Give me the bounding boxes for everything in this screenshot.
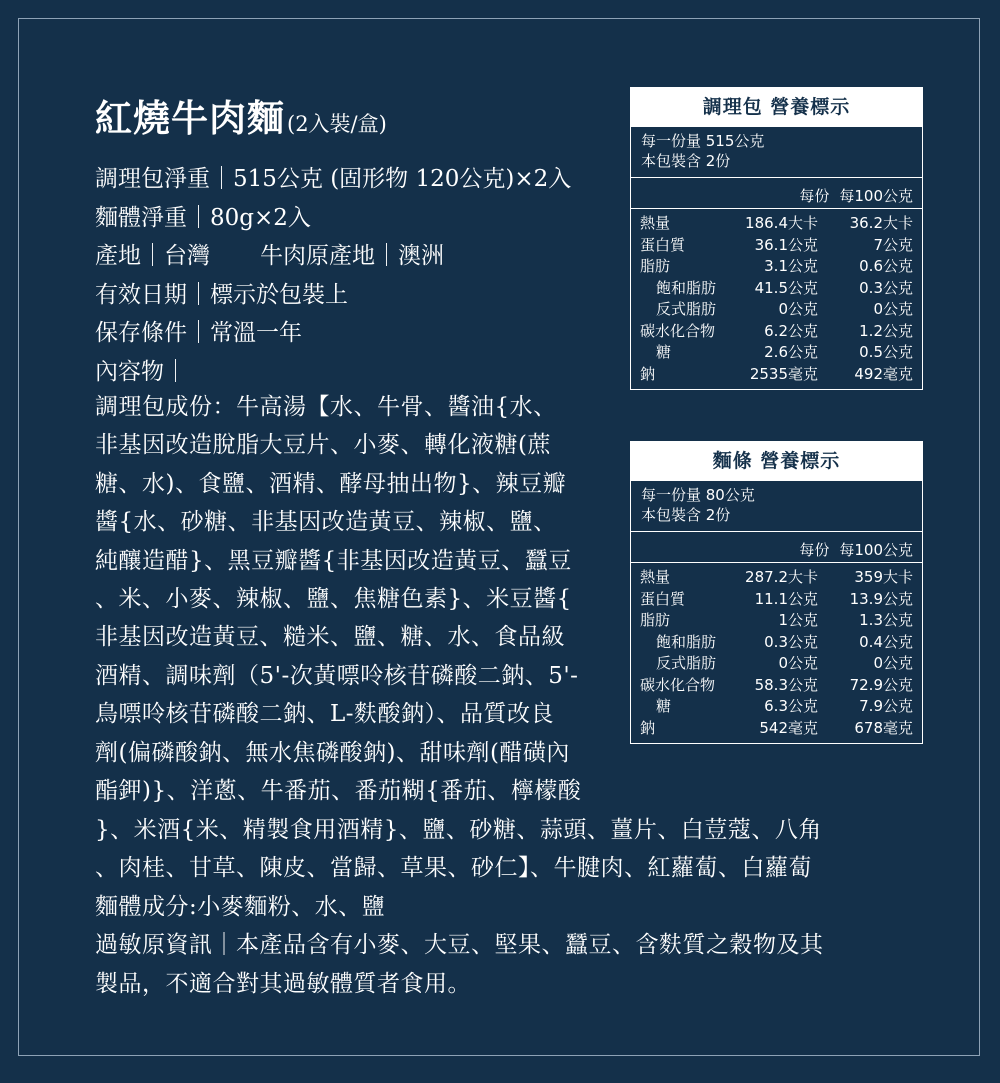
value-per-serving: 1公克	[778, 611, 818, 629]
value-per-100g: 13.9公克	[849, 589, 913, 608]
value-per-serving: 0公克	[778, 300, 818, 318]
ingredient-line: 、肉桂、甘草、陳皮、當歸、草果、砂仁】、牛腱肉、紅蘿蔔、白蘿蔔	[95, 855, 812, 882]
product-info	[95, 160, 615, 391]
value-per-100g: 7.9公克	[859, 697, 913, 715]
info-noodle-weight: 麵體淨重｜80g×2入	[95, 204, 311, 231]
value-per-100g: 0公克	[873, 654, 913, 672]
value-per-100g: 0.5公克	[859, 343, 913, 361]
nutrition-row	[640, 632, 913, 654]
value-per-serving: 186.4大卡	[745, 214, 818, 232]
ingredient-line: 酯鉀)}、洋蔥、牛番茄、番茄糊{番茄、檸檬酸	[95, 778, 582, 805]
nutrition-row	[640, 278, 913, 300]
serving-info	[631, 481, 922, 532]
title-row	[95, 88, 387, 142]
nutrient-name: 蛋白質	[640, 589, 686, 608]
col-per-serving: 每份	[799, 541, 830, 559]
col-per-100g: 每100公克	[839, 541, 913, 559]
nutrient-name: 蛋白質	[640, 235, 686, 254]
nutrition-row	[640, 321, 913, 343]
nutrition-row	[640, 718, 913, 740]
value-per-serving: 41.5公克	[754, 278, 818, 297]
nutrition-rows	[631, 563, 922, 739]
value-per-100g: 0.4公克	[859, 632, 913, 651]
nutrient-name: 飽和脂肪	[656, 632, 717, 651]
info-origin-place: 產地｜台灣	[95, 243, 210, 269]
value-per-100g: 36.2大卡	[849, 214, 913, 232]
column-header	[631, 178, 922, 209]
nutrition-row	[640, 342, 913, 364]
nutrient-name: 脂肪	[640, 611, 671, 629]
value-per-100g: 492毫克	[854, 364, 913, 383]
nutrition-row	[640, 696, 913, 718]
col-per-serving: 每份	[799, 187, 830, 205]
ingredient-line: 糖、水)、食鹽、酒精、酵母抽出物}、辣豆瓣	[95, 470, 567, 497]
ingredient-line: 非基因改造脫脂大豆片、小麥、轉化液糖(蔗	[95, 432, 551, 459]
nutrition-row	[640, 589, 913, 611]
ingredients-text	[95, 388, 615, 810]
nutrient-name: 熱量	[640, 568, 671, 586]
ingredient-line: 非基因改造黃豆、糙米、鹽、糖、水、食品級	[95, 624, 565, 651]
nutrition-panel-noodle	[630, 441, 923, 744]
value-per-serving: 58.3公克	[754, 675, 818, 694]
panel-title: 麵條 營養標示	[630, 441, 923, 481]
nutrition-row	[640, 256, 913, 278]
panel-title: 調理包 營養標示	[630, 87, 923, 127]
info-storage: 保存條件｜常溫一年	[95, 320, 302, 346]
value-per-100g: 1.2公克	[859, 321, 913, 340]
nutrient-name: 糖	[656, 697, 672, 715]
ingredient-line: 純釀造醋}、黑豆瓣醬{非基因改造黃豆、蠶豆	[95, 547, 572, 574]
nutrient-name: 糖	[656, 343, 672, 361]
product-subtitle: (2入裝/盒)	[287, 112, 387, 136]
nutrient-name: 鈉	[640, 364, 656, 383]
value-per-serving: 11.1公克	[754, 589, 818, 608]
noodle-ingredients: 麵體成分:小麥麵粉、水、鹽	[95, 893, 386, 920]
serving-size: 每一份量 515公克	[641, 132, 765, 150]
nutrient-name: 碳水化合物	[640, 321, 716, 340]
nutrition-row	[640, 567, 913, 589]
bottom-text	[95, 811, 935, 1003]
servings-count: 本包裝含 2份	[641, 506, 731, 524]
info-contents: 內容物｜	[95, 358, 187, 385]
value-per-serving: 287.2大卡	[745, 568, 818, 586]
value-per-serving: 2.6公克	[764, 343, 818, 361]
ingredient-line: 、米、小麥、辣椒、鹽、焦糖色素}、米豆醬{	[95, 586, 572, 613]
value-per-100g: 359大卡	[854, 568, 913, 586]
nutrition-row	[640, 610, 913, 632]
nutrient-name: 碳水化合物	[640, 675, 716, 694]
servings-count: 本包裝含 2份	[641, 152, 731, 170]
nutrition-row	[640, 299, 913, 321]
nutrient-name: 反式脂肪	[656, 300, 717, 318]
allergen-info-cont: 製品，不適合對其過敏體質者食用。	[95, 970, 471, 997]
nutrition-row	[640, 364, 913, 386]
value-per-100g: 0公克	[873, 300, 913, 318]
nutrient-name: 脂肪	[640, 257, 671, 275]
nutrition-panel-sauce	[630, 87, 923, 390]
value-per-100g: 72.9公克	[849, 675, 913, 694]
nutrition-row	[640, 675, 913, 697]
info-origin	[95, 237, 615, 276]
ingredient-line: 鳥嘌呤核苷磷酸二鈉、L-麩酸鈉）、品質改良	[95, 701, 555, 728]
ingredient-line: }、米酒{米、精製食用酒精}、鹽、砂糖、蒜頭、薑片、白荳蔻、八角	[95, 817, 822, 843]
serving-size: 每一份量 80公克	[641, 486, 755, 504]
value-per-serving: 0公克	[778, 654, 818, 672]
info-net-weight: 調理包淨重｜515公克 (固形物 120公克)×2入	[95, 166, 572, 192]
info-origin-beef: 牛肉原產地｜澳洲	[260, 243, 444, 269]
ingredient-line: 劑(偏磷酸鈉、無水焦磷酸鈉)、甜味劑(醋磺內	[95, 739, 570, 766]
nutrition-rows	[631, 209, 922, 385]
value-per-serving: 0.3公克	[764, 632, 818, 651]
value-per-serving: 3.1公克	[764, 257, 818, 275]
column-header	[631, 532, 922, 563]
nutrient-name: 熱量	[640, 214, 671, 232]
value-per-100g: 678毫克	[854, 718, 913, 737]
allergen-info: 過敏原資訊｜本產品含有小麥、大豆、堅果、蠶豆、含麩質之穀物及其	[95, 932, 824, 959]
value-per-100g: 1.3公克	[859, 611, 913, 629]
nutrition-row	[640, 653, 913, 675]
value-per-100g: 0.3公克	[859, 278, 913, 297]
value-per-100g: 0.6公克	[859, 257, 913, 275]
ingredient-line: 醬{水、砂糖、非基因改造黃豆、辣椒、鹽、	[95, 509, 557, 536]
ingredient-line: 調理包成份：牛高湯【水、牛骨、醬油{水、	[95, 394, 557, 420]
value-per-serving: 542毫克	[759, 718, 818, 737]
product-title: 紅燒牛肉麵	[95, 96, 285, 140]
info-expiry: 有效日期｜標示於包裝上	[95, 281, 348, 308]
nutrient-name: 飽和脂肪	[656, 278, 717, 297]
serving-info	[631, 127, 922, 178]
col-per-100g: 每100公克	[839, 187, 913, 205]
value-per-serving: 6.2公克	[764, 321, 818, 340]
nutrient-name: 鈉	[640, 718, 656, 737]
value-per-100g: 7公克	[873, 235, 913, 254]
nutrient-name: 反式脂肪	[656, 654, 717, 672]
nutrition-row	[640, 235, 913, 257]
nutrition-row	[640, 213, 913, 235]
ingredient-line: 酒精、調味劑（5'-次黃嘌呤核苷磷酸二鈉、5'-	[95, 662, 579, 689]
value-per-serving: 36.1公克	[754, 235, 818, 254]
value-per-serving: 2535毫克	[749, 364, 818, 383]
value-per-serving: 6.3公克	[764, 697, 818, 715]
